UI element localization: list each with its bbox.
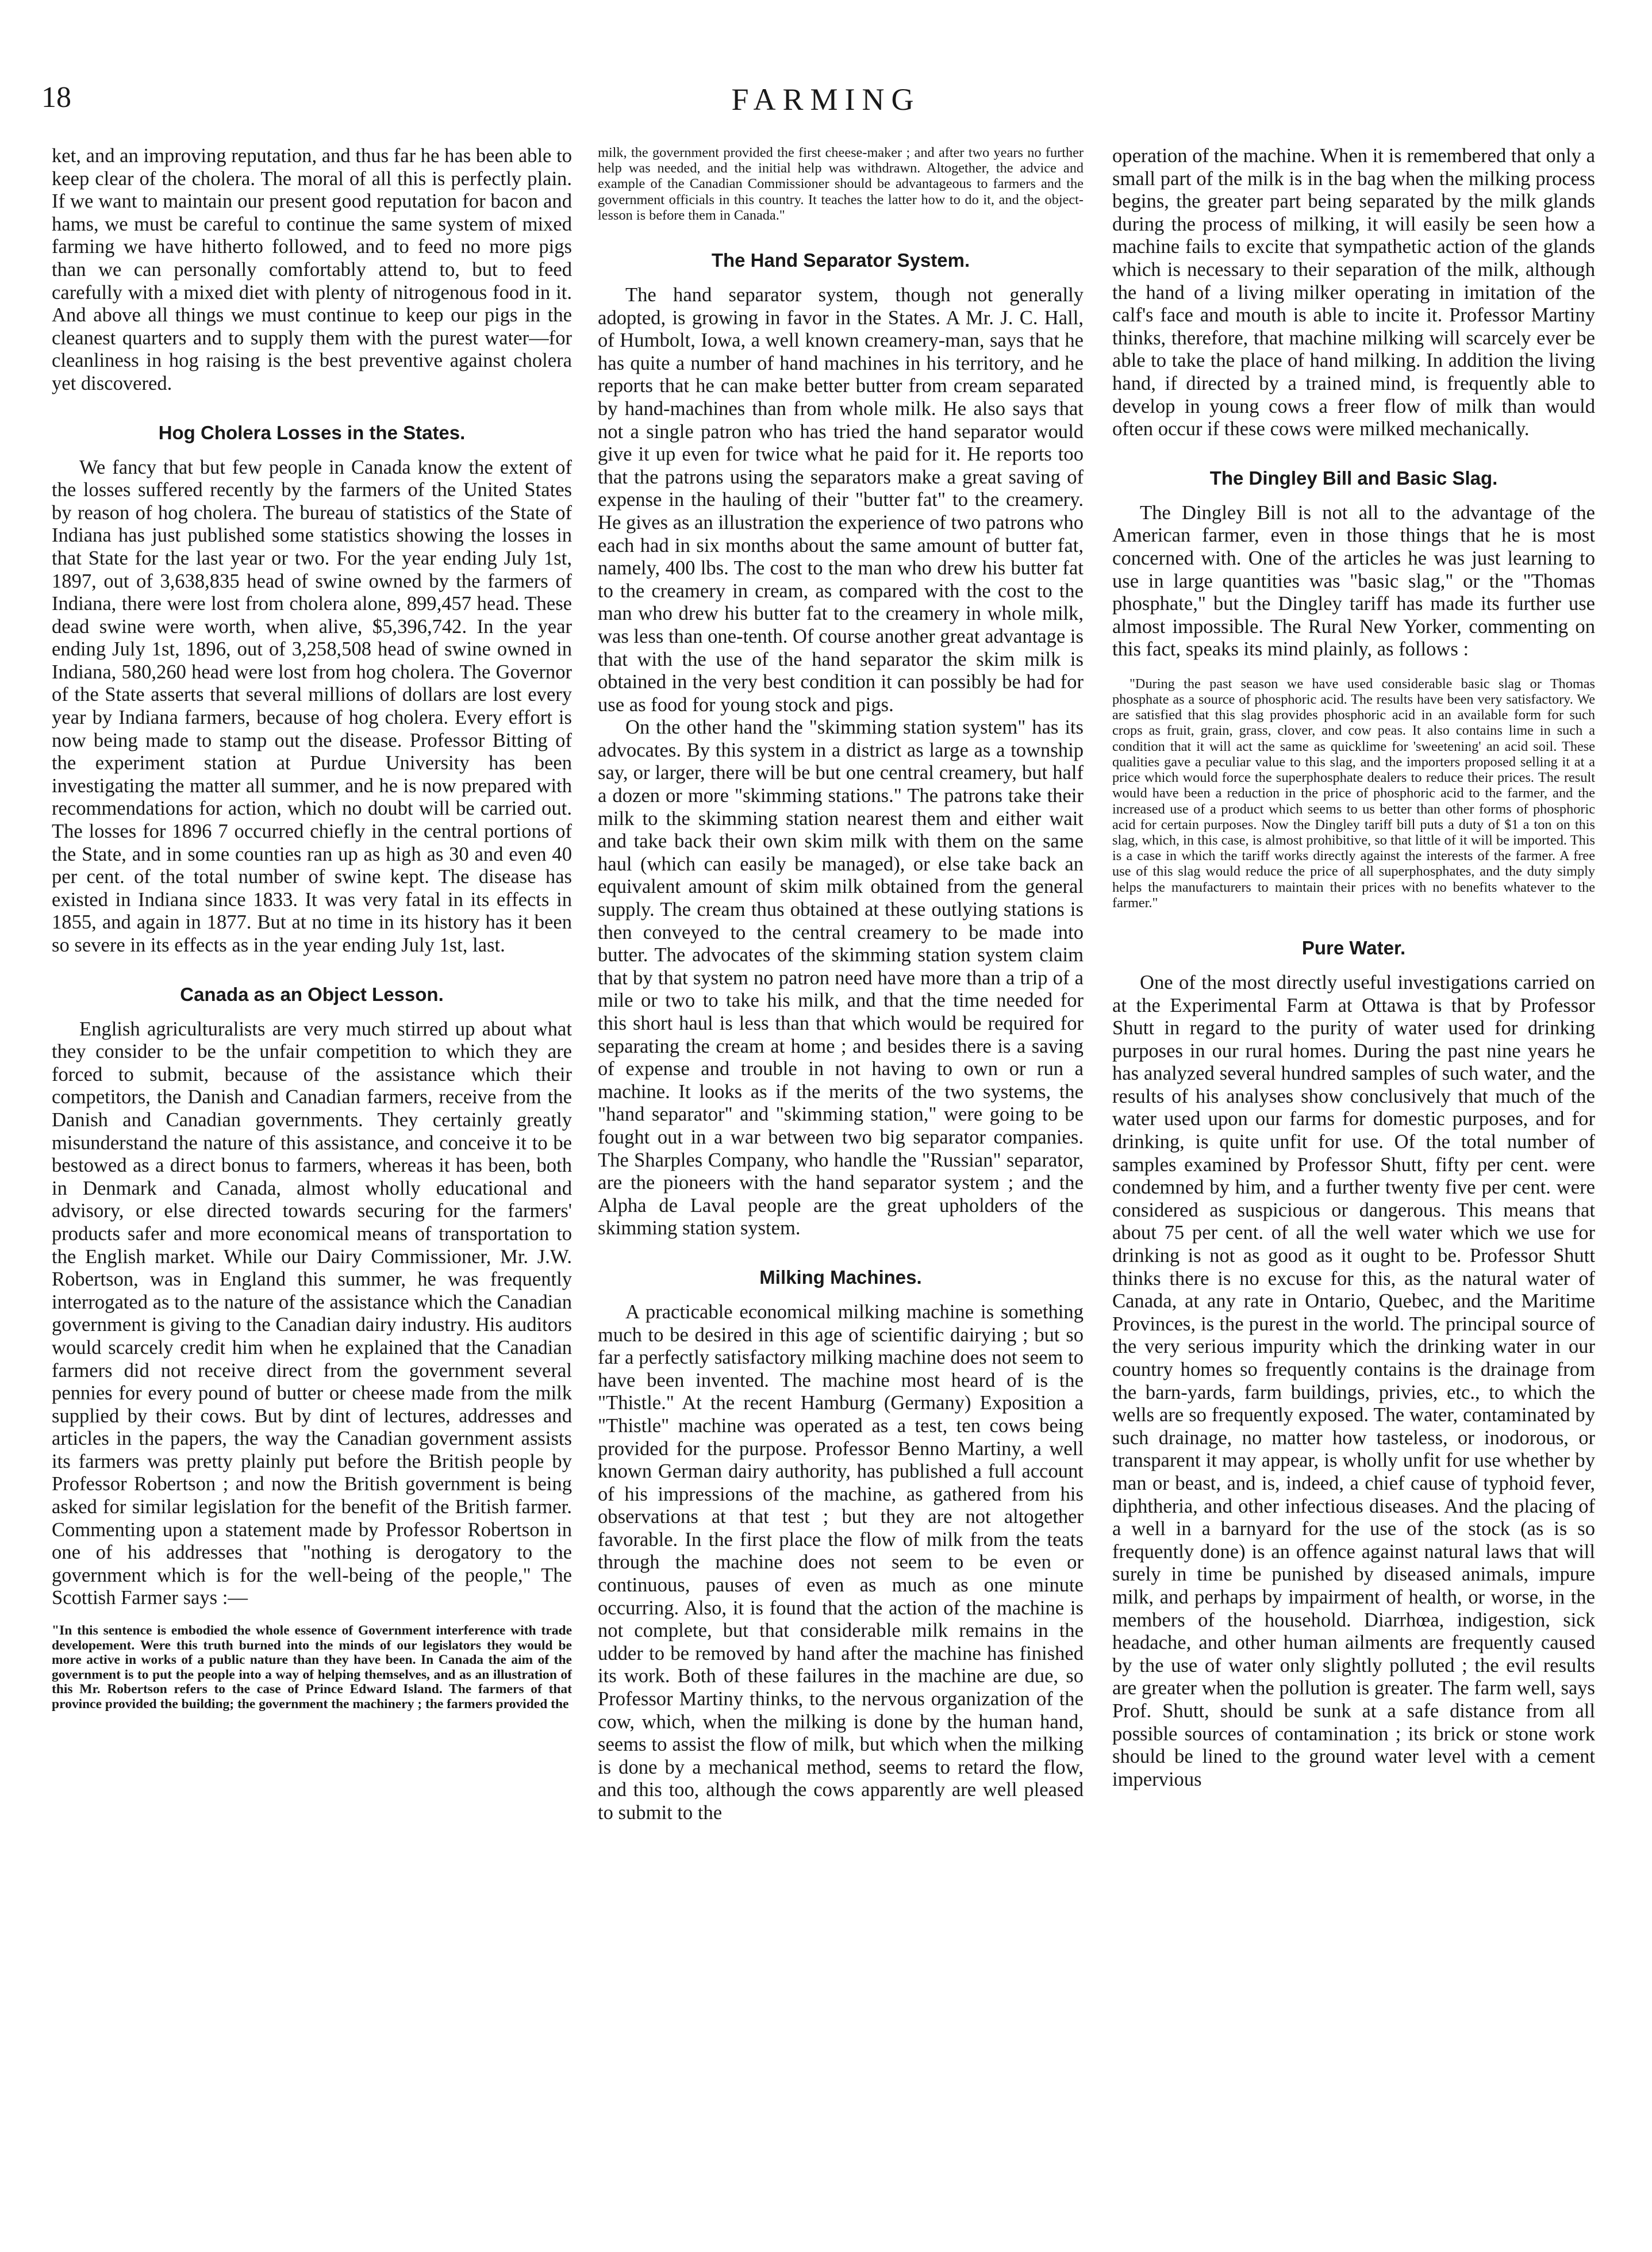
column-left (52, 145, 572, 1712)
column-right (1112, 145, 1595, 1791)
paragraph: The Dingley Bill is not all to the advantage of the American farmer, even in those things that he is most concerned with. One of the articles he was just learning to use in large quantities was "basic slag," or the "Thomas phosphate," but the Dingley tariff has made its further use almost impossible. The Rural New Yorker, commenting on this fact, speaks its mind plainly, as follows : (1112, 501, 1595, 661)
footnote-text: "In this sentence is embodied the whole essence of Government interference with trade developement. Were this truth burned into the minds of our legislators they would be more active in works of a public nature than they have been. In Canada the aim of the government is to put the people into a way of helping themselves, and as an illustration of this Mr. Robertson refers to the case of Prince Edward Island. The farmers of that province provided the building; the government the machinery ; the farmers provided the (52, 1623, 572, 1712)
paragraph: A practicable economical milking machine is something much to be desired in this age of scientific dairying ; but so far a perfectly satisfactory milking machine does not seem to have been invented. The machine most heard of is the "Thistle." At the recent Hamburg (Germany) Exposition a "Thistle" machine was operated as a test, ten cows being provided for the purpose. Professor Benno Martiny, a well known German dairy authority, has published a full account of his impressions of the machine, as gathered from his observations at that test ; but they are not altogether favorable. In the first place the flow of milk from the teats through the machine does not seem to be even or continuous, pauses of even as much as one minute occurring. Also, it is found that the action of the machine is not complete, but that considerable milk remains in the udder to be removed by hand after the machine has finished its work. Both of these failures in the machine are due, so Professor Martiny thinks, to the nervous organization of the cow, which, when the milking is done by the human hand, seems to assist the flow of milk, but which when the milking is done by a mechanical method, seems to retard the flow, and this too, although the cows apparently are well pleased to submit to the (598, 1300, 1084, 1824)
paragraph: On the other hand the "skimming station system" has its advocates. By this system in a district as large as a township say, or larger, there will be but one central creamery, but half a dozen or more "skimming stations." The patrons take their milk to the skimming station nearest them and either wait and take back their own skim milk with them on the same haul (which can easily be managed), or else take back an equivalent amount of skim milk obtained from the general supply. The cream thus obtained at these outlying stations is then conveyed to the central creamery to be made into butter. The advocates of the skimming station system claim that by that system no patron need have more than a trip of a mile or two to take his milk, and that the time needed for this short haul is less than that which would be required for separating the cream at home ; and besides there is a saving of expense and trouble in not having to own or run a machine. It looks as if the merits of the two systems, the "hand separator" and "skimming station," were going to be fought out in a war between two big separator companies. The Sharples Company, who handle the "Russian" separator, are the pioneers with the hand separator system ; and the Alpha de Laval people are the great upholders of the skimming station system. (598, 716, 1084, 1240)
page-number: 18 (41, 81, 71, 114)
section-heading: Hog Cholera Losses in the States. (158, 421, 466, 443)
section-heading: The Hand Separator System. (711, 250, 970, 271)
section-heading: The Dingley Bill and Basic Slag. (1209, 467, 1498, 489)
section-heading: Canada as an Object Lesson. (180, 983, 444, 1005)
paragraph: ket, and an improving reputation, and thus far he has been able to keep clear of the cholera. The moral of all this is perfectly plain. If we want to maintain our present good reputation for bacon and hams, we must be careful to continue the same system of mixed farming we have hitherto followed, and to feed no more pigs than we can personally comfortably attend to, but to feed carefully with a mixed diet with plenty of nitrogenous food in it. And above all things we must continue to keep our pigs in the cleanest quarters and to supply them with the purest water—for cleanliness in hog raising is the best preventive against cholera yet discovered. (52, 145, 572, 394)
paragraph: operation of the machine. When it is remembered that only a small part of the milk is in the bag when the milking process begins, the greater part being separated by the milk glands during the process of milking, it will easily be seen how a machine fails to excite that sympathetic action of the glands which is necessary to their separation of the milk, although the hand of a living milker operating in imitation of the calf's face and mouth is able to incite it. Professor Martiny thinks, therefore, that machine milking will scarcely ever be able to take the place of hand milking. In addition the living hand, if directed by a trained mind, is frequently able to develop in young cows a freer flow of milk than would often occur if these cows were milked mechanically. (1112, 145, 1595, 440)
quote-text: "During the past season we have used considerable basic slag or Thomas phosphate as a source of phosphoric acid. The results have been very satisfactory. We are satisfied that this slag provides phosphoric acid in an available form for such crops as fruit, grain, grass, clover, and cow peas. It also contains lime in such a condition that it will act the same as quicklime for 'sweetening' an acid soil. These qualities gave a peculiar value to this slag, and the importers proposed selling it at a price which would force the superphosphate dealers to reduce their prices. The result would have been a reduction in the price of phosphoric acid to the farmer, and the increased use of a product which seems to us better than other forms of phosphoric acid for certain purposes. Now the Dingley tariff bill puts a duty of $1 a ton on this slag, which, in this case, is almost prohibitive, so that little of it will be imported. This is a case in which the tariff works directly against the interests of the farmer. A free use of this slag would reduce the price of all superphosphates, and the duty simply helps the manufacturers to maintain their prices with no benefits whatever to the farmer." (1112, 676, 1595, 911)
quote-text: milk, the government provided the first cheese-maker ; and after two years no further help was needed, and the initial help was withdrawn. Altogether, the advice and example of the Canadian Commissioner should be advantageous to farmers and the government officials in this country. It teaches the latter how to do it, and the object-lesson is before them in Canada." (598, 145, 1084, 223)
paragraph: One of the most directly useful investigations carried on at the Experimental Farm at Ottawa is that by Professor Shutt in regard to the purity of water used for drinking purposes in our rural homes. During the past nine years he has analyzed several hundred samples of such water, and the results of his analyses show conclusively that much of the water used upon our farms for domestic purposes, and for drinking, is quite unfit for use. Of the total number of samples examined by Professor Shutt, fifty per cent. were condemned by him, and a further twenty five per cent. were considered as suspicious or dangerous. This means that about 75 per cent. of all the well water which we use for drinking is not as good as it ought to be. Professor Shutt thinks there is no excuse for this, as the natural water of Canada, at any rate in Ontario, Quebec, and the Maritime Provinces, is the purest in the world. The principal source of the very serious impurity which the drinking water in our country homes so frequently contains is the drainage from the barn-yards, farm buildings, privies, etc., to which the wells are so frequently exposed. The water, contaminated by such drainage, no matter how tasteless, or inodorous, or transparent it may appear, is wholly unfit for use whether by man or beast, and is, indeed, a chief cause of typhoid fever, diphtheria, and other infectious diseases. And the placing of a well in a barnyard for the use of the stock (as is so frequently done) is an offence against natural laws that will surely in time be punished by diseased animals, impure milk, and perhaps by impairment of health, or worse, in the members of the household. Diarrhœa, indigestion, sick headache, and other human ailments are frequently caused by the use of water only slightly polluted ; the evil results are greater when the pollution is greater. The farm well, says Prof. Shutt, should be sunk at a safe distance from all possible sources of contamination ; its brick or stone work should be lined to the ground water level with a cement impervious (1112, 971, 1595, 1790)
block-quote (1112, 676, 1595, 911)
paragraph: The hand separator system, though not generally adopted, is growing in favor in the States. A Mr. J. C. Hall, of Humbolt, Iowa, a well known creamery-man, says that he has quite a number of hand machines in his territory, and he reports that he can make better butter from cream separated by hand-machines than from whole milk. He also says that not a single patron who has tried the hand separator would give it up even for twice what he paid for it. He reports too that the patrons using the separators make a great saving of expense in the hauling of their "butter fat" to the creamery. He gives as an illustration the experience of two patrons who each had in six months about the same amount of butter fat, namely, 400 lbs. The cost to the man who drew his butter fat to the creamery in cream, as compared with the cost to the man who drew his butter fat to the creamery in whole milk, was less than one-tenth. Of course another great advantage is that with the use of the hand separator the skim milk is obtained in the very best condition it can possibly be had for use as food for young stock and pigs. (598, 284, 1084, 716)
footnote (52, 1624, 572, 1712)
column-middle (598, 145, 1084, 1825)
paragraph: English agriculturalists are very much stirred up about what they consider to be the unfair competition to which they are forced to submit, because of the assistance which their competitors, the Danish and Canadian farmers, receive from the Danish and Canadian governments. They certainly greatly misunderstand the nature of this assistance, and conceive it to be bestowed as a direct bonus to farmers, whereas it has been, both in Denmark and Canada, almost wholly educational and advisory, or else directed towards securing for the farmers' products safer and more economical means of transportation to the English market. While our Dairy Commissioner, Mr. J.W. Robertson, was in England this summer, he was frequently interrogated as to the nature of the assistance which the Canadian government is giving to the Canadian dairy industry. His auditors would scarcely credit him when he explained that the Canadian farmers did not receive direct from the government several pennies for every pound of butter or cheese made from the milk supplied by their cows. But by dint of lectures, addresses and articles in the papers, the way the Canadian government assists its farmers was pretty plainly put before the British people by Professor Robertson ; and now the British government is being asked for similar legislation for the benefit of the British farmer. Commenting upon a statement made by Professor Robertson in one of his addresses that "nothing is derogatory to the government which is for the well-being of the people," The Scottish Farmer says :— (52, 1018, 572, 1609)
section-heading: Pure Water. (1301, 937, 1406, 958)
quote-continuation (598, 145, 1084, 223)
paragraph: We fancy that but few people in Canada know the extent of the losses suffered recently by the farmers of the United States by reason of hog cholera. The bureau of statistics of the State of Indiana has just published some statistics showing the losses in that State for the last year or two. For the year ending July 1st, 1897, out of 3,638,835 head of swine owned by the farmers of Indiana, there were lost from cholera alone, 899,457 head. These dead swine were worth, when alive, $5,396,742. In the year ending July 1st, 1896, out of 3,258,508 head of swine owned in Indiana, 580,260 head were lost from hog cholera. The Governor of the State asserts that several millions of dollars are lost every year by Indiana farmers, because of hog cholera. Every effort is now being made to stamp out the disease. Professor Bitting of the experiment station at Purdue University has been investigating the matter all summer, and he is now prepared with recommendations for action, which no doubt will be carried out. The losses for 1896 7 occurred chiefly in the central portions of the State, and in some counties ran up as high as 30 and even 40 per cent. of the total number of swine kept. The disease has existed in Indiana since 1833. It was very fatal in its effects in 1855, and again in 1877. But at no time in its history has it been so severe in its effects as in the year ending July 1st, last. (52, 456, 572, 956)
running-title: FARMING (731, 82, 921, 117)
section-heading: Milking Machines. (759, 1266, 922, 1288)
